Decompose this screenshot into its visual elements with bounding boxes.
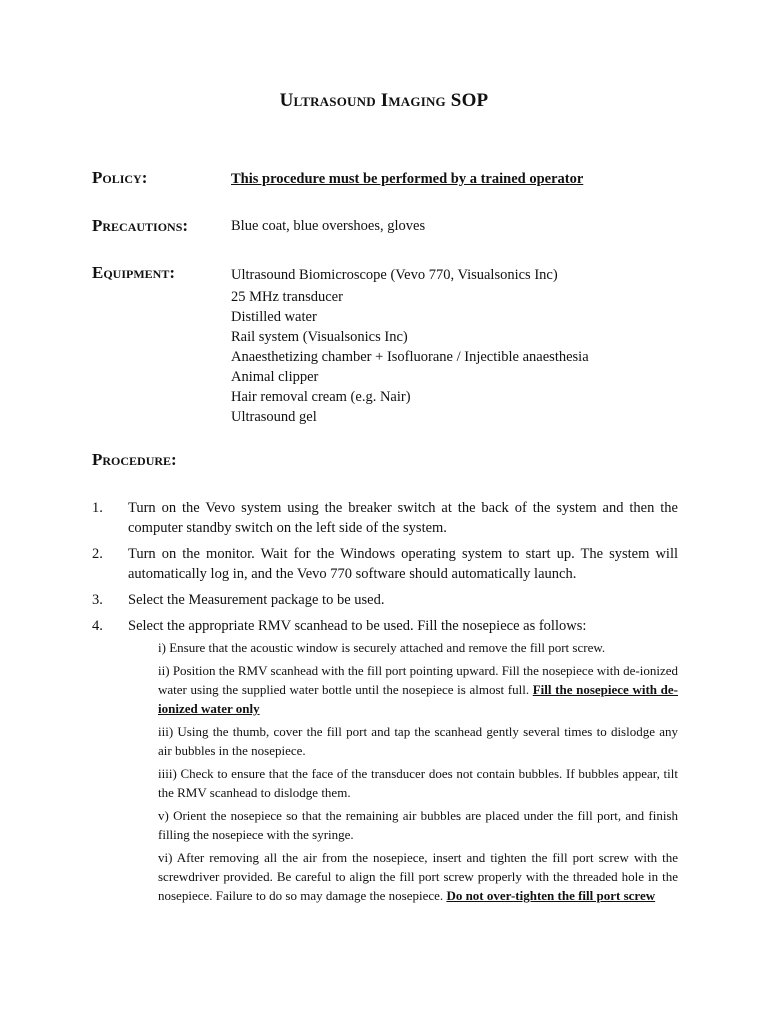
substep-text: i) Ensure that the acoustic window is securely attached and remove the fill port screw.: [158, 640, 606, 655]
equipment-item: Rail system (Visualsonics Inc): [231, 329, 408, 345]
equipment-item: 25 MHz transducer: [231, 289, 343, 305]
policy-label: Policy:: [92, 168, 148, 187]
equipment-item: Hair removal cream (e.g. Nair): [231, 389, 411, 405]
substep-text: iiii) Check to ensure that the face of the transducer does not contain bubbles. If bubbles appear, tilt the RMV scanhead to dislodge them.: [158, 766, 678, 800]
procedure-label: Procedure:: [92, 450, 177, 469]
step-text: Turn on the Vevo system using the breaker switch at the back of the system and then the computer standby switch on the left side of the system.: [128, 500, 678, 536]
substep: [158, 806, 678, 844]
equipment-list: [231, 265, 589, 427]
equipment-item: Animal clipper: [231, 369, 319, 385]
precautions-label: Precautions:: [92, 216, 189, 235]
step-number: 1.: [92, 500, 103, 516]
substep-text: v) Orient the nosepiece so that the remaining air bubbles are placed under the fill port, and finish filling the nosepiece with the syringe.: [158, 808, 678, 842]
equipment-item: Distilled water: [231, 309, 317, 325]
procedure-step: [92, 544, 678, 584]
policy-value: This procedure must be performed by a trained operator: [231, 171, 584, 187]
equipment-item: Ultrasound gel: [231, 409, 317, 425]
substep: [158, 661, 678, 718]
step-text: Select the appropriate RMV scanhead to be used. Fill the nosepiece as follows:: [128, 618, 587, 634]
substep: [158, 764, 678, 802]
substep-text: iii) Using the thumb, cover the fill port and tap the scanhead gently several times to dislodge any air bubbles in the nosepiece.: [158, 724, 678, 758]
equipment-item: Ultrasound Biomicroscope (Vevo 770, Visualsonics Inc): [231, 267, 558, 283]
step-number: 4.: [92, 618, 103, 634]
procedure-step: [92, 498, 678, 538]
substep-text: ii) Position the RMV scanhead with the fill port pointing upward. Fill the nosepiece with de-ionized water using the supplied water bottle until the nosepiece is almost full.: [158, 663, 678, 697]
procedure-step: [92, 590, 678, 610]
substep-emphasis: Fill the nosepiece with de-ionized water only: [158, 682, 678, 716]
document-title: Ultrasound Imaging SOP: [279, 90, 489, 111]
equipment-label: Equipment:: [92, 263, 175, 282]
procedure-steps: [92, 498, 678, 911]
substep: [158, 722, 678, 760]
substep-text: vi) After removing all the air from the nosepiece, insert and tighten the fill port screw with the screwdriver provided. Be careful to align the fill port screw properly with the threaded hole in the nosepiece. Failure to do so may damage the nosepiece.: [158, 850, 678, 903]
precautions-value: Blue coat, blue overshoes, gloves: [231, 218, 426, 234]
substep-emphasis: Do not over-tighten the fill port screw: [446, 888, 656, 903]
equipment-item: Anaesthetizing chamber + Isofluorane / Injectible anaesthesia: [231, 349, 589, 365]
substep: [158, 638, 678, 657]
step-text: Turn on the monitor. Wait for the Windows operating system to start up. The system will automatically log in, and the Vevo 770 software should automatically launch.: [128, 546, 678, 582]
step-number: 3.: [92, 592, 103, 608]
step-number: 2.: [92, 546, 103, 562]
step-text: Select the Measurement package to be used.: [128, 592, 385, 608]
procedure-step: [92, 616, 678, 905]
substep: [158, 848, 678, 905]
